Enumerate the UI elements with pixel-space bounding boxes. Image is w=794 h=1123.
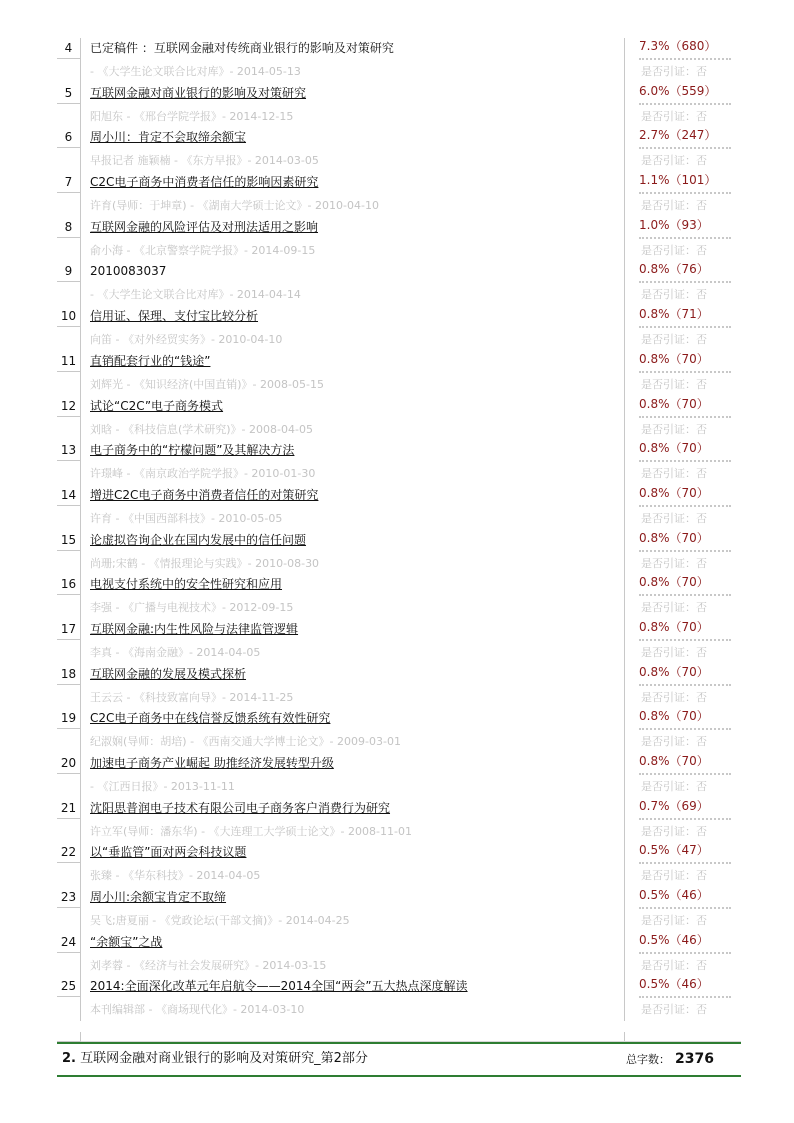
record-index-spacer	[57, 551, 81, 575]
column-divider	[624, 440, 625, 485]
similarity-percent: 0.8%（70）	[639, 709, 709, 724]
record-source-meta: - 《大学生论文联合比对库》- 2014-04-14	[90, 288, 301, 302]
record-index-spacer	[57, 193, 81, 217]
record-row	[57, 261, 741, 306]
record-row	[57, 619, 741, 664]
section-top-rule	[57, 1042, 741, 1044]
column-divider	[624, 127, 625, 172]
column-divider	[624, 485, 625, 530]
citation-status: 是否引证：否	[641, 645, 707, 659]
record-title-link[interactable]: 信用证、保理、支付宝比较分析	[90, 309, 259, 324]
record-index: 11	[57, 351, 81, 372]
record-source-meta: 许育 - 《中国西部科技》- 2010-05-05	[90, 511, 283, 525]
section-title	[62, 1050, 368, 1068]
record-row	[57, 83, 741, 128]
record-source-meta: 刘晗 - 《科技信息(学术研究)》- 2008-04-05	[90, 422, 313, 436]
column-divider	[624, 396, 625, 441]
column-divider	[624, 842, 625, 887]
record-title-link[interactable]: 互联网金融的风险评估及对刑法适用之影响	[90, 219, 319, 234]
dotted-separator	[639, 996, 731, 998]
record-title-link[interactable]: 电视支付系统中的安全性研究和应用	[90, 577, 283, 592]
dotted-separator	[639, 505, 731, 507]
record-row	[57, 440, 741, 485]
column-divider	[624, 530, 625, 575]
similarity-percent: 0.8%（70）	[639, 754, 709, 768]
column-divider	[624, 38, 625, 83]
record-index: 9	[57, 261, 81, 282]
dotted-separator	[639, 281, 731, 283]
record-source-meta: 尚珊;宋鹤 - 《情报理论与实践》- 2010-08-30	[90, 556, 320, 570]
column-divider	[624, 798, 625, 843]
citation-status: 是否引证：否	[641, 288, 707, 302]
record-source-meta: 俞小海 - 《北京警察学院学报》- 2014-09-15	[90, 243, 316, 257]
citation-status: 是否引证：否	[641, 824, 707, 838]
record-source-meta: 李真 - 《海南金融》- 2014-04-05	[90, 645, 261, 659]
similarity-percent: 0.5%（46）	[639, 932, 709, 947]
record-index: 10	[57, 306, 81, 327]
citation-status: 是否引证：否	[641, 154, 707, 168]
similarity-percent: 0.8%（70）	[639, 664, 709, 679]
citation-status: 是否引证：否	[641, 511, 707, 525]
record-title-link[interactable]: 电子商务中的“柠檬问题”及其解决方法	[90, 443, 295, 458]
similarity-percent: 0.7%（69）	[639, 798, 709, 813]
dotted-separator	[639, 58, 731, 60]
similarity-percent: 0.8%（70）	[639, 575, 709, 590]
similarity-percent: 0.8%（70）	[639, 530, 709, 545]
citation-status: 是否引证：否	[641, 556, 707, 570]
column-divider	[624, 351, 625, 396]
citation-status: 是否引证：否	[641, 735, 707, 749]
record-row	[57, 798, 741, 843]
similarity-percent: 0.8%（71）	[639, 307, 709, 322]
record-index-spacer	[57, 595, 81, 619]
column-divider	[624, 708, 625, 753]
column-divider	[624, 574, 625, 619]
record-index: 7	[57, 172, 81, 193]
column-divider	[624, 753, 625, 798]
record-source-meta: 向笛 - 《对外经贸实务》- 2010-04-10	[90, 333, 283, 347]
record-index-spacer	[57, 729, 81, 753]
citation-status: 是否引证：否	[641, 914, 707, 928]
similarity-percent: 1.0%（93）	[639, 217, 709, 232]
record-title-link[interactable]: 互联网金融的发展及模式探析	[90, 666, 247, 681]
record-index: 14	[57, 485, 81, 506]
similarity-percent: 2.7%（247）	[639, 128, 717, 143]
record-title-link[interactable]: 周小川:余额宝肯定不取缔	[90, 890, 227, 905]
record-source-meta: 本刊编辑部 - 《商场现代化》- 2014-03-10	[90, 1003, 305, 1017]
record-index-spacer	[57, 506, 81, 530]
record-row	[57, 708, 741, 753]
record-title-link[interactable]: 互联网金融对商业银行的影响及对策研究	[90, 85, 307, 100]
record-index: 5	[57, 83, 81, 104]
similarity-percent: 0.8%（70）	[639, 396, 709, 411]
citation-status: 是否引证：否	[641, 467, 707, 481]
section-bottom-rule	[57, 1075, 741, 1077]
record-index: 13	[57, 440, 81, 461]
record-index-spacer	[57, 819, 81, 843]
column-divider	[624, 887, 625, 932]
record-source-meta: 许立军(导师：潘东华) - 《大连理工大学硕士论文》- 2008-11-01	[90, 824, 412, 838]
record-index: 19	[57, 708, 81, 729]
record-source-meta: 许育(导师：于坤章) - 《湖南大学硕士论文》- 2010-04-10	[90, 199, 379, 213]
similarity-percent: 0.5%（46）	[639, 888, 709, 903]
record-source-meta: 李强 - 《广播与电视技术》- 2012-09-15	[90, 601, 294, 615]
record-index: 16	[57, 574, 81, 595]
record-row	[57, 485, 741, 530]
citation-status: 是否引证：否	[641, 199, 707, 213]
similarity-percent: 1.1%（101）	[639, 173, 717, 188]
record-index: 4	[57, 38, 81, 59]
similarity-percent: 0.8%（76）	[639, 262, 709, 277]
dotted-separator	[639, 103, 731, 105]
record-index: 15	[57, 530, 81, 551]
citation-status: 是否引证：否	[641, 601, 707, 615]
record-index-spacer	[57, 685, 81, 709]
record-row	[57, 574, 741, 619]
similar-documents-list	[57, 38, 741, 1021]
record-title-link[interactable]: 增进C2C电子商务中消费者信任的对策研究	[90, 487, 319, 502]
record-title-link[interactable]: 试论“C2C”电子商务模式	[90, 398, 224, 413]
dotted-separator	[639, 594, 731, 596]
record-index-spacer	[57, 997, 81, 1021]
record-source-meta: 张臻 - 《华东科技》- 2014-04-05	[90, 869, 261, 883]
dotted-separator	[639, 639, 731, 641]
column-divider	[624, 261, 625, 306]
record-index-spacer	[57, 59, 81, 83]
record-source-meta: - 《江西日报》- 2013-11-11	[90, 780, 235, 793]
record-source-meta: 早报记者 施颖楠 - 《东方早报》- 2014-03-05	[90, 154, 319, 168]
record-index: 25	[57, 976, 81, 997]
record-row	[57, 306, 741, 351]
section-title-text: 互联网金融对商业银行的影响及对策研究_第2部分	[80, 1051, 368, 1066]
dotted-separator	[639, 147, 731, 149]
column-divider	[624, 83, 625, 128]
record-row	[57, 38, 741, 83]
record-index: 17	[57, 619, 81, 640]
column-divider	[624, 664, 625, 709]
record-row	[57, 664, 741, 709]
similarity-percent: 0.5%（46）	[639, 977, 709, 992]
citation-status: 是否引证：否	[641, 422, 707, 436]
record-row	[57, 932, 741, 977]
record-index-spacer	[57, 461, 81, 485]
record-index-spacer	[57, 238, 81, 262]
citation-status: 是否引证：否	[641, 1003, 707, 1017]
record-index-spacer	[57, 417, 81, 441]
column-divider	[624, 172, 625, 217]
record-row	[57, 127, 741, 172]
record-index-spacer	[57, 372, 81, 396]
record-source-meta: - 《大学生论文联合比对库》- 2014-05-13	[90, 65, 301, 78]
record-title-link: 2010083037	[90, 264, 167, 279]
column-divider	[624, 932, 625, 977]
citation-status: 是否引证：否	[641, 377, 707, 391]
column-divider	[624, 619, 625, 664]
record-source-meta: 刘孝蓉 - 《经济与社会发展研究》- 2014-03-15	[90, 958, 327, 972]
column-divider	[624, 976, 625, 1021]
record-index-spacer	[57, 774, 81, 798]
record-row	[57, 172, 741, 217]
record-title-link: 已定稿件 ：互联网金融对传统商业银行的影响及对策研究	[90, 41, 394, 55]
word-count-value: 2376	[675, 1051, 714, 1067]
record-title-link[interactable]: C2C电子商务中在线信誉反馈系统有效性研究	[90, 711, 331, 726]
dotted-separator	[639, 237, 731, 239]
record-index: 21	[57, 798, 81, 819]
column-divider	[624, 306, 625, 351]
record-row	[57, 887, 741, 932]
record-index: 20	[57, 753, 81, 774]
citation-status: 是否引证：否	[641, 780, 707, 793]
record-row	[57, 976, 741, 1021]
citation-status: 是否引证：否	[641, 65, 707, 78]
similarity-percent: 6.0%（559）	[639, 83, 717, 98]
record-index-spacer	[57, 953, 81, 977]
citation-status: 是否引证：否	[641, 243, 707, 257]
record-title-link[interactable]: 互联网金融:内生性风险与法律监管逻辑	[90, 621, 299, 636]
dotted-separator	[639, 192, 731, 194]
record-index: 8	[57, 217, 81, 238]
record-title-link[interactable]: C2C电子商务中消费者信任的影响因素研究	[90, 175, 319, 190]
citation-status: 是否引证：否	[641, 333, 707, 347]
record-source-meta: 纪淑娴(导师：胡培) - 《西南交通大学博士论文》- 2009-03-01	[90, 735, 401, 749]
list-bottom-border	[57, 1032, 741, 1042]
similarity-percent: 0.8%（70）	[639, 485, 709, 500]
record-row	[57, 842, 741, 887]
record-index-spacer	[57, 908, 81, 932]
record-source-meta: 王云云 - 《科技致富向导》- 2014-11-25	[90, 690, 294, 704]
record-source-meta: 许璟峰 - 《南京政治学院学报》- 2010-01-30	[90, 467, 316, 481]
record-index: 23	[57, 887, 81, 908]
record-index: 6	[57, 127, 81, 148]
record-index: 12	[57, 396, 81, 417]
record-title-link[interactable]: 沈阳思普润电子技术有限公司电子商务客户消费行为研究	[90, 800, 391, 815]
similarity-percent: 0.8%（70）	[639, 351, 709, 366]
record-title-link[interactable]: 以“垂监管”面对两会科技议题	[90, 845, 247, 860]
word-count-label: 总字数：	[626, 1053, 670, 1066]
record-index: 24	[57, 932, 81, 953]
dotted-separator	[639, 684, 731, 686]
dotted-separator	[639, 818, 731, 820]
dotted-separator	[639, 416, 731, 418]
dotted-separator	[639, 907, 731, 909]
record-index-spacer	[57, 148, 81, 172]
dotted-separator	[639, 773, 731, 775]
section-header	[57, 1042, 741, 1077]
dotted-separator	[639, 728, 731, 730]
dotted-separator	[639, 326, 731, 328]
dotted-separator	[639, 371, 731, 373]
record-title-link[interactable]: 加速电子商务产业崛起 助推经济发展转型升级	[90, 756, 334, 770]
record-source-meta: 刘辉光 - 《知识经济(中国直销)》- 2008-05-15	[90, 377, 324, 391]
citation-status: 是否引证：否	[641, 109, 707, 123]
record-index: 18	[57, 664, 81, 685]
column-divider	[624, 217, 625, 262]
record-title-link[interactable]: 论虚拟咨询企业在国内发展中的信任问题	[90, 532, 307, 547]
record-index-spacer	[57, 104, 81, 128]
record-row	[57, 753, 741, 798]
record-index-spacer	[57, 282, 81, 306]
section-number: 2.	[62, 1051, 76, 1066]
record-title-link[interactable]: 直销配套行业的“钱途”	[90, 353, 211, 368]
record-index-spacer	[57, 327, 81, 351]
record-title-link[interactable]: “余额宝”之战	[90, 934, 163, 949]
citation-status: 是否引证：否	[641, 958, 707, 972]
record-index: 22	[57, 842, 81, 863]
record-source-meta: 吴飞;唐夏丽 - 《党政论坛(干部文摘)》- 2014-04-25	[90, 914, 350, 928]
dotted-separator	[639, 550, 731, 552]
record-index-spacer	[57, 640, 81, 664]
record-title-link[interactable]: 周小川：肯定不会取缔余额宝	[90, 130, 247, 145]
record-row	[57, 530, 741, 575]
similarity-percent: 0.5%（47）	[639, 843, 709, 858]
citation-status: 是否引证：否	[641, 869, 707, 883]
record-index-spacer	[57, 863, 81, 887]
citation-status: 是否引证：否	[641, 690, 707, 704]
dotted-separator	[639, 952, 731, 954]
dotted-separator	[639, 862, 731, 864]
similarity-percent: 0.8%（70）	[639, 441, 709, 456]
record-title-link[interactable]: 2014:全面深化改革元年启航令——2014全国“两会”五大热点深度解读	[90, 979, 468, 994]
record-source-meta: 阳旭东 - 《邢台学院学报》- 2014-12-15	[90, 109, 294, 123]
dotted-separator	[639, 460, 731, 462]
record-row	[57, 351, 741, 396]
similarity-percent: 7.3%（680）	[639, 39, 717, 53]
similarity-percent: 0.8%（70）	[639, 619, 709, 634]
record-row	[57, 217, 741, 262]
record-row	[57, 396, 741, 441]
